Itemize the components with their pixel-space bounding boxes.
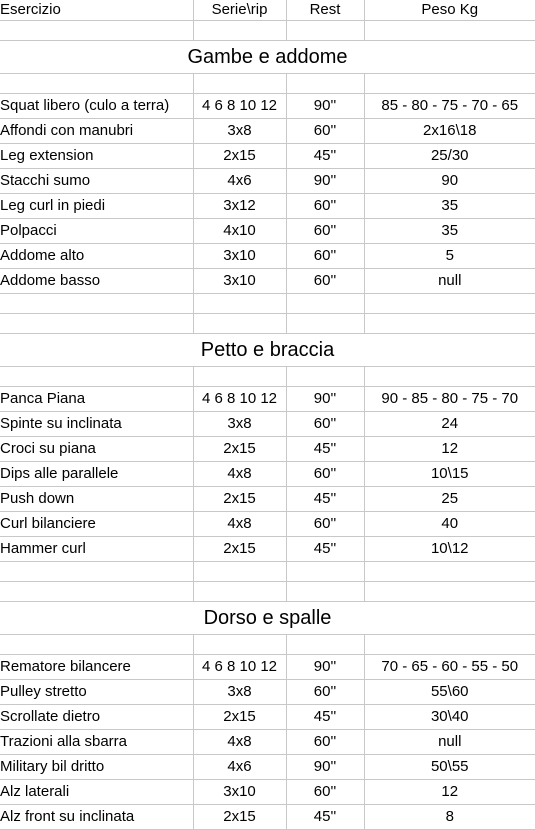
exercise-row <box>0 94 535 119</box>
exercise-name[interactable]: Military bil dritto <box>0 755 193 780</box>
exercise-rest[interactable]: 90'' <box>286 387 364 412</box>
empty-row <box>0 294 535 314</box>
empty-cell[interactable] <box>364 74 535 94</box>
exercise-name[interactable]: Addome basso <box>0 269 193 294</box>
exercise-rest[interactable]: 45'' <box>286 537 364 562</box>
exercise-name[interactable]: Spinte su inclinata <box>0 412 193 437</box>
exercise-name[interactable]: Push down <box>0 487 193 512</box>
exercise-peso[interactable]: 35 <box>364 219 535 244</box>
empty-cell[interactable] <box>193 314 286 334</box>
exercise-rest[interactable]: 60'' <box>286 219 364 244</box>
exercise-rest[interactable]: 90'' <box>286 755 364 780</box>
exercise-row <box>0 437 535 462</box>
exercise-serie[interactable]: 2x15 <box>193 437 286 462</box>
exercise-name[interactable]: Trazioni alla sbarra <box>0 730 193 755</box>
section-title[interactable]: Dorso e spalle <box>0 602 535 635</box>
exercise-peso[interactable]: 10\15 <box>364 462 535 487</box>
exercise-row <box>0 119 535 144</box>
exercise-peso[interactable]: 8 <box>364 805 535 830</box>
exercise-rest[interactable]: 60'' <box>286 512 364 537</box>
exercise-row <box>0 269 535 294</box>
empty-row <box>0 562 535 582</box>
exercise-name[interactable]: Panca Piana <box>0 387 193 412</box>
exercise-name[interactable]: Leg curl in piedi <box>0 194 193 219</box>
section-title-row <box>0 334 535 367</box>
exercise-peso[interactable]: 70 - 65 - 60 - 55 - 50 <box>364 655 535 680</box>
empty-row <box>0 367 535 387</box>
empty-row <box>0 635 535 655</box>
exercise-serie[interactable]: 3x10 <box>193 780 286 805</box>
exercise-name[interactable]: Alz front su inclinata <box>0 805 193 830</box>
exercise-rest[interactable]: 45'' <box>286 487 364 512</box>
empty-cell[interactable] <box>364 294 535 314</box>
exercise-rest[interactable]: 45'' <box>286 437 364 462</box>
exercise-serie[interactable]: 3x12 <box>193 194 286 219</box>
exercise-row <box>0 169 535 194</box>
empty-cell[interactable] <box>286 74 364 94</box>
exercise-peso[interactable]: 35 <box>364 194 535 219</box>
exercise-row <box>0 219 535 244</box>
exercise-rest[interactable]: 60'' <box>286 462 364 487</box>
exercise-rest[interactable]: 45'' <box>286 705 364 730</box>
exercise-row <box>0 144 535 169</box>
exercise-serie[interactable]: 4 6 8 10 12 <box>193 655 286 680</box>
header-row <box>0 0 535 21</box>
exercise-serie[interactable]: 4 6 8 10 12 <box>193 387 286 412</box>
exercise-row <box>0 755 535 780</box>
header-esercizio[interactable]: Esercizio <box>0 0 193 21</box>
empty-cell[interactable] <box>286 367 364 387</box>
exercise-peso[interactable]: 25 <box>364 487 535 512</box>
exercise-row <box>0 805 535 830</box>
exercise-peso[interactable]: 90 <box>364 169 535 194</box>
empty-cell[interactable] <box>0 294 193 314</box>
empty-cell[interactable] <box>0 635 193 655</box>
empty-cell[interactable] <box>0 562 193 582</box>
exercise-peso[interactable]: 25/30 <box>364 144 535 169</box>
exercise-name[interactable]: Addome alto <box>0 244 193 269</box>
exercise-peso[interactable]: 55\60 <box>364 680 535 705</box>
exercise-rest[interactable]: 90'' <box>286 169 364 194</box>
empty-cell[interactable] <box>364 314 535 334</box>
exercise-serie[interactable]: 4x6 <box>193 169 286 194</box>
exercise-rest[interactable]: 60'' <box>286 780 364 805</box>
exercise-peso[interactable]: null <box>364 269 535 294</box>
exercise-row <box>0 680 535 705</box>
empty-cell[interactable] <box>0 74 193 94</box>
exercise-rest[interactable]: 60'' <box>286 244 364 269</box>
exercise-rest[interactable]: 60'' <box>286 730 364 755</box>
exercise-serie[interactable]: 4x10 <box>193 219 286 244</box>
exercise-row <box>0 462 535 487</box>
empty-row <box>0 21 535 41</box>
exercise-serie[interactable]: 3x10 <box>193 244 286 269</box>
empty-cell[interactable] <box>364 582 535 602</box>
exercise-peso[interactable]: 50\55 <box>364 755 535 780</box>
empty-cell[interactable] <box>0 582 193 602</box>
exercise-serie[interactable]: 2x15 <box>193 487 286 512</box>
exercise-serie[interactable]: 3x8 <box>193 412 286 437</box>
empty-cell[interactable] <box>364 562 535 582</box>
exercise-peso[interactable]: 2x16\18 <box>364 119 535 144</box>
empty-cell[interactable] <box>0 314 193 334</box>
exercise-peso[interactable]: 40 <box>364 512 535 537</box>
empty-cell[interactable] <box>193 294 286 314</box>
exercise-name[interactable]: Affondi con manubri <box>0 119 193 144</box>
exercise-name[interactable]: Squat libero (culo a terra) <box>0 94 193 119</box>
empty-row <box>0 74 535 94</box>
exercise-serie[interactable]: 2x15 <box>193 805 286 830</box>
exercise-name[interactable]: Leg extension <box>0 144 193 169</box>
empty-cell[interactable] <box>286 21 364 41</box>
empty-cell[interactable] <box>286 635 364 655</box>
exercise-peso[interactable]: 85 - 80 - 75 - 70 - 65 <box>364 94 535 119</box>
exercise-rest[interactable]: 45'' <box>286 805 364 830</box>
exercise-rest[interactable]: 60'' <box>286 680 364 705</box>
exercise-name[interactable]: Alz laterali <box>0 780 193 805</box>
exercise-rest[interactable]: 90'' <box>286 94 364 119</box>
exercise-rest[interactable]: 45'' <box>286 144 364 169</box>
empty-cell[interactable] <box>286 294 364 314</box>
empty-cell[interactable] <box>364 367 535 387</box>
exercise-name[interactable]: Scrollate dietro <box>0 705 193 730</box>
exercise-peso[interactable]: 24 <box>364 412 535 437</box>
exercise-rest[interactable]: 60'' <box>286 119 364 144</box>
empty-cell[interactable] <box>364 21 535 41</box>
exercise-peso[interactable]: 12 <box>364 780 535 805</box>
exercise-serie[interactable]: 4x8 <box>193 462 286 487</box>
exercise-serie[interactable]: 4x6 <box>193 755 286 780</box>
empty-row <box>0 582 535 602</box>
exercise-name[interactable]: Rematore bilancere <box>0 655 193 680</box>
empty-cell[interactable] <box>286 582 364 602</box>
section-title-row <box>0 41 535 74</box>
exercise-name[interactable]: Dips alle parallele <box>0 462 193 487</box>
exercise-row <box>0 412 535 437</box>
empty-cell[interactable] <box>193 635 286 655</box>
section-title-row <box>0 602 535 635</box>
empty-cell[interactable] <box>193 582 286 602</box>
exercise-row <box>0 387 535 412</box>
exercise-row <box>0 487 535 512</box>
exercise-row <box>0 512 535 537</box>
exercise-peso[interactable]: 5 <box>364 244 535 269</box>
exercise-name[interactable]: Hammer curl <box>0 537 193 562</box>
exercise-peso[interactable]: 30\40 <box>364 705 535 730</box>
exercise-name[interactable]: Pulley stretto <box>0 680 193 705</box>
empty-cell[interactable] <box>193 367 286 387</box>
empty-cell[interactable] <box>364 635 535 655</box>
exercise-rest[interactable]: 60'' <box>286 412 364 437</box>
exercise-serie[interactable]: 2x15 <box>193 537 286 562</box>
exercise-serie[interactable]: 2x15 <box>193 144 286 169</box>
header-peso[interactable]: Peso Kg <box>364 0 535 21</box>
empty-cell[interactable] <box>286 314 364 334</box>
exercise-serie[interactable]: 4 6 8 10 12 <box>193 94 286 119</box>
exercise-peso[interactable]: 90 - 85 - 80 - 75 - 70 <box>364 387 535 412</box>
empty-cell[interactable] <box>0 367 193 387</box>
exercise-serie[interactable]: 3x8 <box>193 119 286 144</box>
header-rest[interactable]: Rest <box>286 0 364 21</box>
exercise-rest[interactable]: 60'' <box>286 194 364 219</box>
empty-cell[interactable] <box>193 74 286 94</box>
exercise-row <box>0 780 535 805</box>
exercise-row <box>0 705 535 730</box>
exercise-name[interactable]: Croci su piana <box>0 437 193 462</box>
exercise-name[interactable]: Stacchi sumo <box>0 169 193 194</box>
exercise-rest[interactable]: 90'' <box>286 655 364 680</box>
exercise-serie[interactable]: 4x8 <box>193 730 286 755</box>
exercise-row <box>0 730 535 755</box>
exercise-name[interactable]: Curl bilanciere <box>0 512 193 537</box>
empty-cell[interactable] <box>193 562 286 582</box>
exercise-peso[interactable]: 10\12 <box>364 537 535 562</box>
header-serie[interactable]: Serie\rip <box>193 0 286 21</box>
exercise-peso[interactable]: null <box>364 730 535 755</box>
section-title[interactable]: Petto e braccia <box>0 334 535 367</box>
exercise-name[interactable]: Polpacci <box>0 219 193 244</box>
exercise-row <box>0 194 535 219</box>
exercise-rest[interactable]: 60'' <box>286 269 364 294</box>
exercise-serie[interactable]: 3x10 <box>193 269 286 294</box>
exercise-serie[interactable]: 3x8 <box>193 680 286 705</box>
section-title[interactable]: Gambe e addome <box>0 41 535 74</box>
exercise-row <box>0 537 535 562</box>
exercise-row <box>0 244 535 269</box>
exercise-serie[interactable]: 4x8 <box>193 512 286 537</box>
exercise-peso[interactable]: 12 <box>364 437 535 462</box>
exercise-row <box>0 655 535 680</box>
empty-cell[interactable] <box>0 21 193 41</box>
exercise-serie[interactable]: 2x15 <box>193 705 286 730</box>
empty-cell[interactable] <box>193 21 286 41</box>
empty-cell[interactable] <box>286 562 364 582</box>
empty-row <box>0 314 535 334</box>
